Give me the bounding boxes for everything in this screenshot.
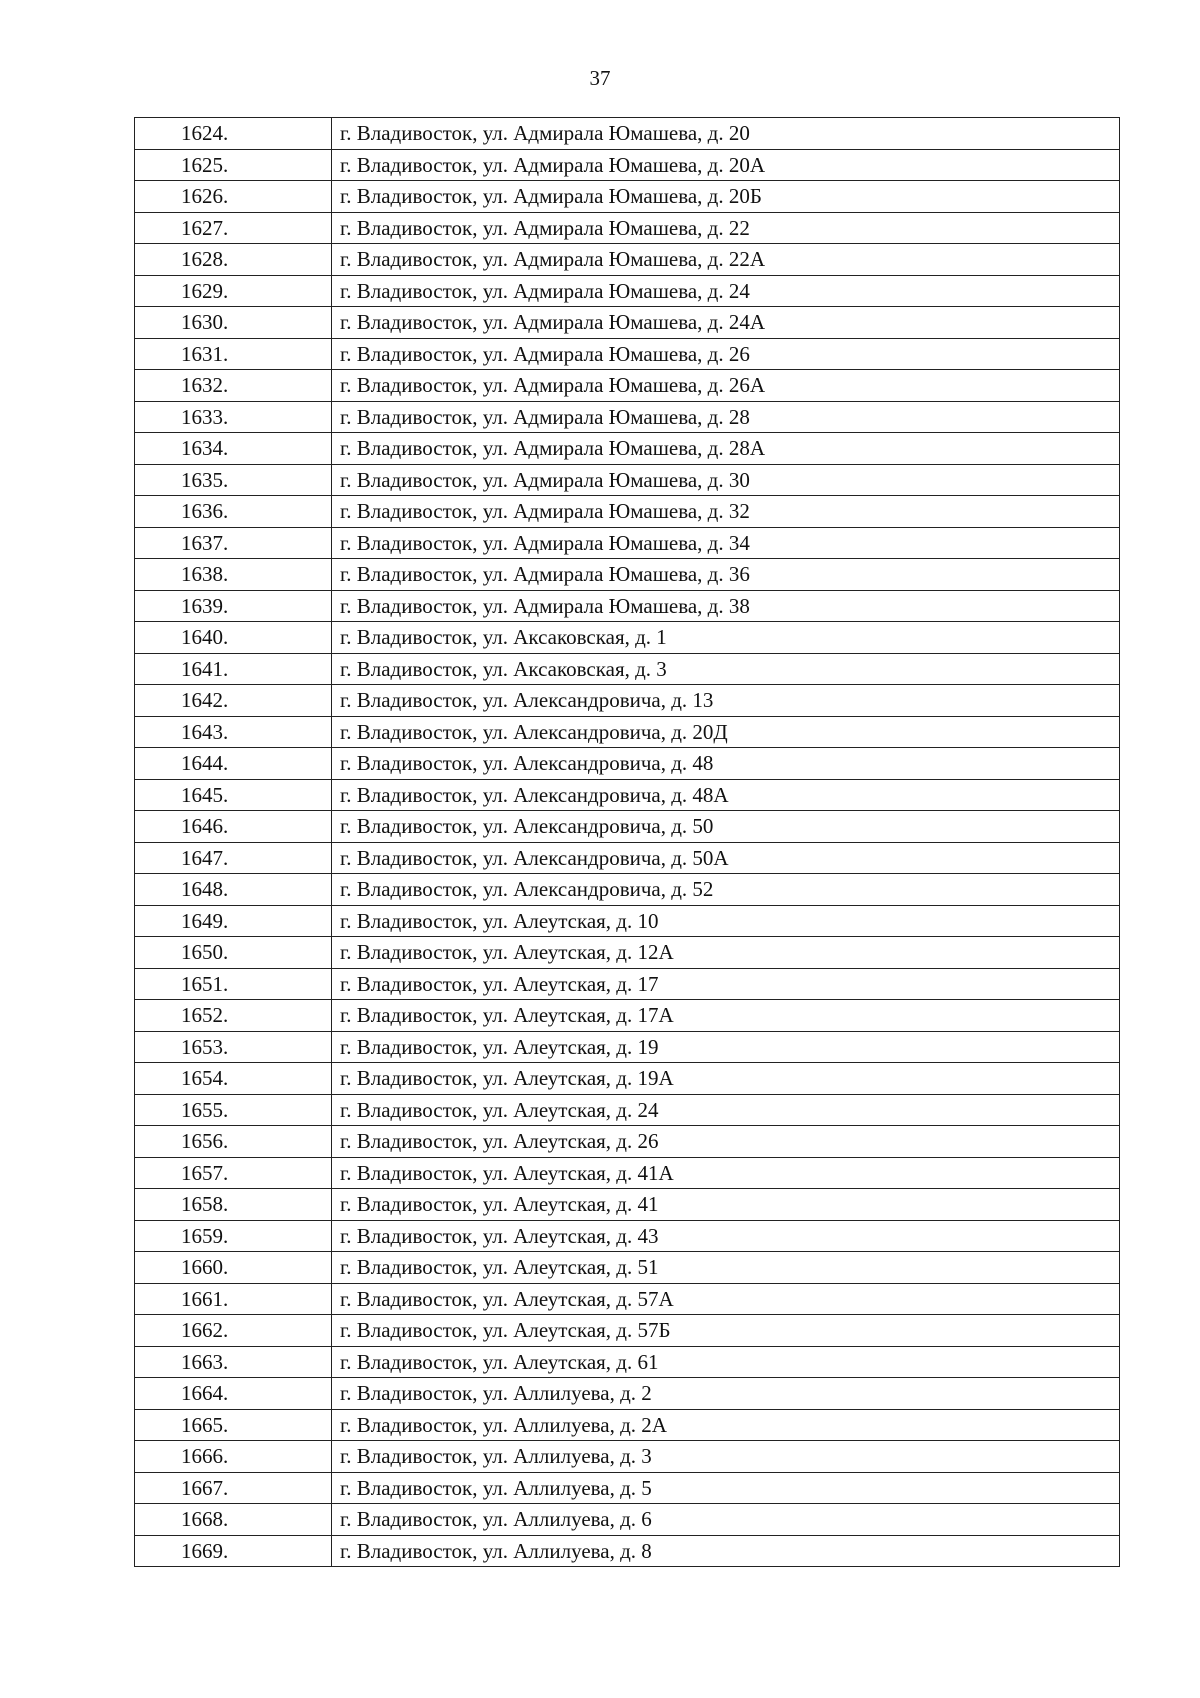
row-address: г. Владивосток, ул. Адмирала Юмашева, д. 34 [332, 527, 1120, 559]
row-address: г. Владивосток, ул. Аллилуева, д. 2 [332, 1378, 1120, 1410]
address-table [134, 117, 1120, 1567]
table-row [135, 433, 1120, 465]
row-address: г. Владивосток, ул. Алеутская, д. 17А [332, 1000, 1120, 1032]
row-number: 1654. [135, 1063, 332, 1095]
row-number: 1635. [135, 464, 332, 496]
row-number: 1644. [135, 748, 332, 780]
row-address: г. Владивосток, ул. Александровича, д. 50 [332, 811, 1120, 843]
row-address: г. Владивосток, ул. Алеутская, д. 61 [332, 1346, 1120, 1378]
table-row [135, 622, 1120, 654]
row-number: 1627. [135, 212, 332, 244]
row-number: 1646. [135, 811, 332, 843]
table-row [135, 1157, 1120, 1189]
row-number: 1629. [135, 275, 332, 307]
row-number: 1661. [135, 1283, 332, 1315]
row-address: г. Владивосток, ул. Александровича, д. 48А [332, 779, 1120, 811]
row-address: г. Владивосток, ул. Адмирала Юмашева, д. 26А [332, 370, 1120, 402]
row-address: г. Владивосток, ул. Аллилуева, д. 3 [332, 1441, 1120, 1473]
row-address: г. Владивосток, ул. Александровича, д. 20Д [332, 716, 1120, 748]
row-address: г. Владивосток, ул. Александровича, д. 48 [332, 748, 1120, 780]
row-number: 1658. [135, 1189, 332, 1221]
table-row [135, 1378, 1120, 1410]
table-row [135, 1031, 1120, 1063]
table-row [135, 685, 1120, 717]
table-row [135, 307, 1120, 339]
table-row [135, 1283, 1120, 1315]
row-number: 1653. [135, 1031, 332, 1063]
row-number: 1662. [135, 1315, 332, 1347]
row-address: г. Владивосток, ул. Алеутская, д. 12А [332, 937, 1120, 969]
row-address: г. Владивосток, ул. Адмирала Юмашева, д. 30 [332, 464, 1120, 496]
table-row [135, 1315, 1120, 1347]
table-row [135, 653, 1120, 685]
row-address: г. Владивосток, ул. Алеутская, д. 43 [332, 1220, 1120, 1252]
table-row [135, 1220, 1120, 1252]
row-address: г. Владивосток, ул. Адмирала Юмашева, д. 36 [332, 559, 1120, 591]
row-number: 1636. [135, 496, 332, 528]
row-number: 1655. [135, 1094, 332, 1126]
table-row [135, 779, 1120, 811]
table-row [135, 1504, 1120, 1536]
row-address: г. Владивосток, ул. Александровича, д. 50А [332, 842, 1120, 874]
row-number: 1625. [135, 149, 332, 181]
table-row [135, 496, 1120, 528]
row-number: 1640. [135, 622, 332, 654]
row-address: г. Владивосток, ул. Алеутская, д. 41 [332, 1189, 1120, 1221]
table-row [135, 181, 1120, 213]
table-row [135, 370, 1120, 402]
row-number: 1660. [135, 1252, 332, 1284]
row-address: г. Владивосток, ул. Аксаковская, д. 1 [332, 622, 1120, 654]
row-number: 1666. [135, 1441, 332, 1473]
row-number: 1643. [135, 716, 332, 748]
row-number: 1648. [135, 874, 332, 906]
table-row [135, 1189, 1120, 1221]
row-address: г. Владивосток, ул. Аллилуева, д. 2А [332, 1409, 1120, 1441]
table-row [135, 874, 1120, 906]
table-row [135, 811, 1120, 843]
table-row [135, 338, 1120, 370]
row-number: 1668. [135, 1504, 332, 1536]
row-number: 1664. [135, 1378, 332, 1410]
row-number: 1628. [135, 244, 332, 276]
row-address: г. Владивосток, ул. Алеутская, д. 24 [332, 1094, 1120, 1126]
row-address: г. Владивосток, ул. Адмирала Юмашева, д. 26 [332, 338, 1120, 370]
row-number: 1634. [135, 433, 332, 465]
row-number: 1637. [135, 527, 332, 559]
row-number: 1647. [135, 842, 332, 874]
table-row [135, 244, 1120, 276]
table-row [135, 1000, 1120, 1032]
table-row [135, 1441, 1120, 1473]
table-row [135, 590, 1120, 622]
row-address: г. Владивосток, ул. Аллилуева, д. 6 [332, 1504, 1120, 1536]
row-address: г. Владивосток, ул. Алеутская, д. 26 [332, 1126, 1120, 1158]
row-address: г. Владивосток, ул. Адмирала Юмашева, д. 24А [332, 307, 1120, 339]
row-address: г. Владивосток, ул. Александровича, д. 52 [332, 874, 1120, 906]
row-number: 1650. [135, 937, 332, 969]
row-number: 1630. [135, 307, 332, 339]
address-table-body [135, 118, 1120, 1567]
table-row [135, 1252, 1120, 1284]
table-row [135, 212, 1120, 244]
table-row [135, 905, 1120, 937]
row-address: г. Владивосток, ул. Адмирала Юмашева, д. 32 [332, 496, 1120, 528]
row-number: 1642. [135, 685, 332, 717]
row-address: г. Владивосток, ул. Адмирала Юмашева, д. 20А [332, 149, 1120, 181]
row-address: г. Владивосток, ул. Адмирала Юмашева, д. 24 [332, 275, 1120, 307]
row-address: г. Владивосток, ул. Аллилуева, д. 5 [332, 1472, 1120, 1504]
row-number: 1657. [135, 1157, 332, 1189]
row-number: 1638. [135, 559, 332, 591]
row-address: г. Владивосток, ул. Адмирала Юмашева, д. 28А [332, 433, 1120, 465]
table-row [135, 1409, 1120, 1441]
table-row [135, 1126, 1120, 1158]
table-row [135, 401, 1120, 433]
row-address: г. Владивосток, ул. Алеутская, д. 57Б [332, 1315, 1120, 1347]
row-number: 1639. [135, 590, 332, 622]
row-number: 1651. [135, 968, 332, 1000]
row-number: 1659. [135, 1220, 332, 1252]
row-number: 1645. [135, 779, 332, 811]
row-address: г. Владивосток, ул. Адмирала Юмашева, д. 22 [332, 212, 1120, 244]
row-number: 1665. [135, 1409, 332, 1441]
row-address: г. Владивосток, ул. Алеутская, д. 57А [332, 1283, 1120, 1315]
table-row [135, 1094, 1120, 1126]
table-row [135, 559, 1120, 591]
row-address: г. Владивосток, ул. Аллилуева, д. 8 [332, 1535, 1120, 1567]
row-number: 1667. [135, 1472, 332, 1504]
row-number: 1633. [135, 401, 332, 433]
row-address: г. Владивосток, ул. Алеутская, д. 17 [332, 968, 1120, 1000]
row-address: г. Владивосток, ул. Алеутская, д. 19А [332, 1063, 1120, 1095]
row-number: 1624. [135, 118, 332, 150]
row-address: г. Владивосток, ул. Алеутская, д. 19 [332, 1031, 1120, 1063]
row-address: г. Владивосток, ул. Алеутская, д. 51 [332, 1252, 1120, 1284]
row-address: г. Владивосток, ул. Адмирала Юмашева, д. 22А [332, 244, 1120, 276]
table-row [135, 937, 1120, 969]
table-row [135, 1063, 1120, 1095]
row-address: г. Владивосток, ул. Адмирала Юмашева, д. 20Б [332, 181, 1120, 213]
table-row [135, 275, 1120, 307]
table-row [135, 716, 1120, 748]
row-address: г. Владивосток, ул. Аксаковская, д. 3 [332, 653, 1120, 685]
page-number: 37 [589, 66, 611, 90]
row-number: 1669. [135, 1535, 332, 1567]
table-row [135, 527, 1120, 559]
table-row [135, 1472, 1120, 1504]
table-row [135, 149, 1120, 181]
row-address: г. Владивосток, ул. Алеутская, д. 41А [332, 1157, 1120, 1189]
table-row [135, 464, 1120, 496]
table-row [135, 748, 1120, 780]
row-address: г. Владивосток, ул. Адмирала Юмашева, д. 20 [332, 118, 1120, 150]
table-row [135, 118, 1120, 150]
row-number: 1649. [135, 905, 332, 937]
row-address: г. Владивосток, ул. Адмирала Юмашева, д. 28 [332, 401, 1120, 433]
row-number: 1641. [135, 653, 332, 685]
row-number: 1656. [135, 1126, 332, 1158]
row-number: 1632. [135, 370, 332, 402]
row-number: 1652. [135, 1000, 332, 1032]
row-address: г. Владивосток, ул. Александровича, д. 13 [332, 685, 1120, 717]
row-number: 1626. [135, 181, 332, 213]
table-row [135, 968, 1120, 1000]
row-address: г. Владивосток, ул. Адмирала Юмашева, д. 38 [332, 590, 1120, 622]
table-row [135, 1535, 1120, 1567]
table-row [135, 1346, 1120, 1378]
row-number: 1631. [135, 338, 332, 370]
row-address: г. Владивосток, ул. Алеутская, д. 10 [332, 905, 1120, 937]
table-row [135, 842, 1120, 874]
row-number: 1663. [135, 1346, 332, 1378]
